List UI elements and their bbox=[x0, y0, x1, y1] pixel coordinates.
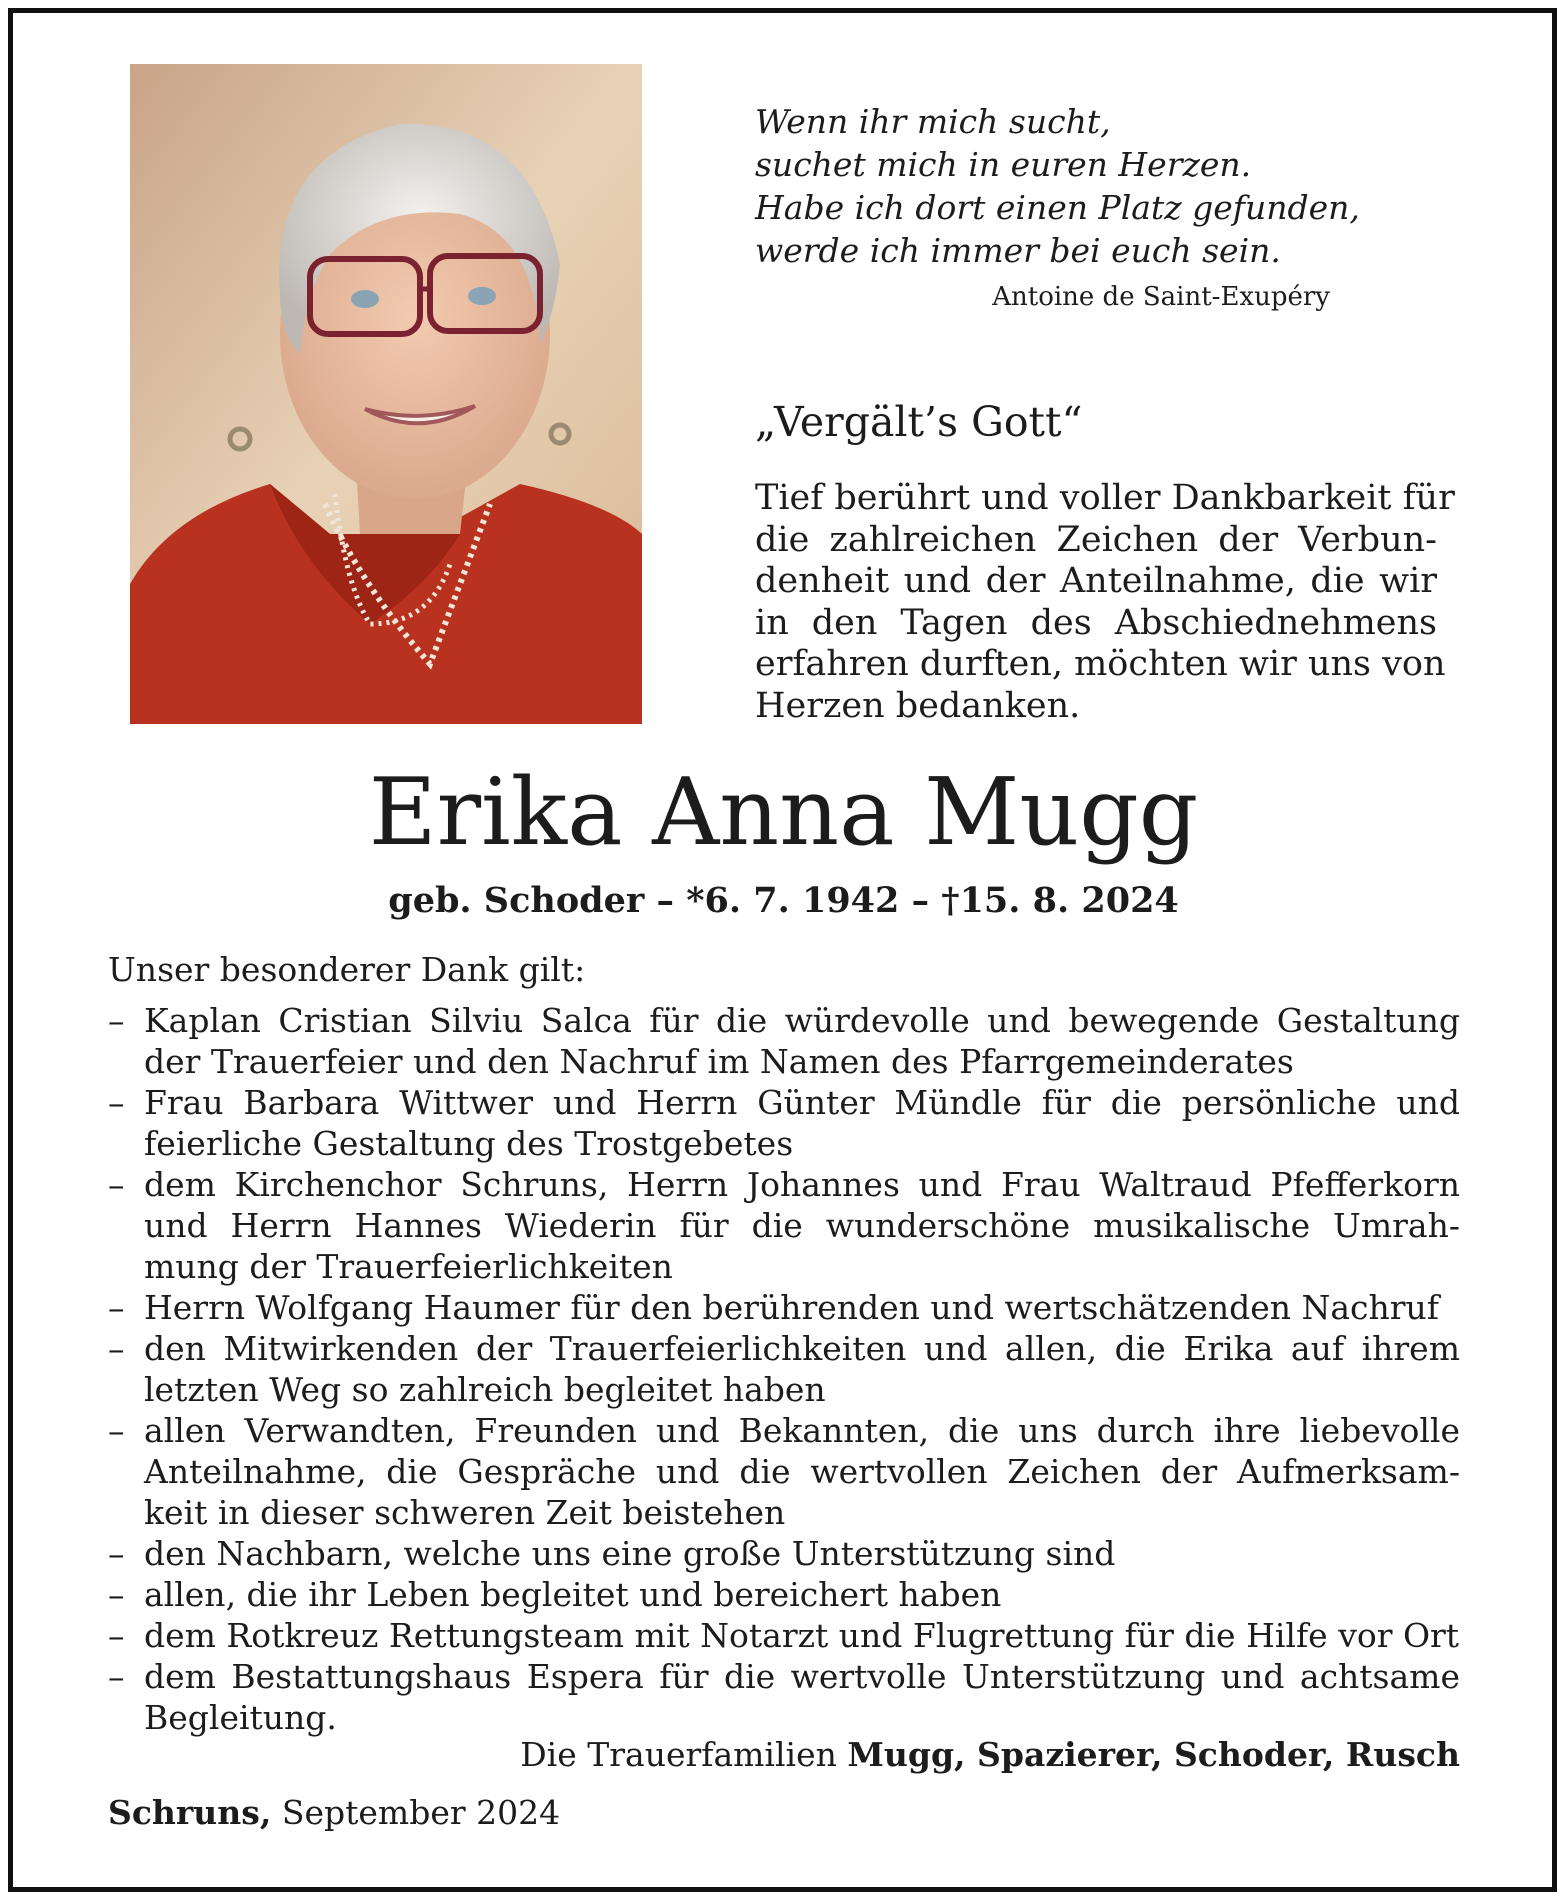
list-item-line: Herrn Wolfgang Haumer für den berührenden und wertschätzenden Nachruf bbox=[144, 1288, 1440, 1327]
intro-line: erfahren durften, möchten wir uns von bbox=[755, 644, 1446, 684]
list-item-line: letzten Weg so zahlreich begleitet haben bbox=[144, 1370, 826, 1409]
intro-line: in den Tagen des Abschiednehmens bbox=[755, 602, 1437, 643]
list-item-line: allen Verwandten, Freunden und Bekannten, die uns durch ihre liebevolle bbox=[144, 1411, 1460, 1450]
intro-line: die zahlreichen Zeichen der Verbun- bbox=[755, 519, 1437, 560]
place-date bbox=[108, 1793, 560, 1832]
deceased-name: Erika Anna Mugg bbox=[368, 758, 1199, 866]
families-names: Mugg, Spazierer, Schoder, Rusch bbox=[847, 1735, 1460, 1774]
list-item bbox=[108, 1656, 1460, 1738]
deceased-dates: geb. Schoder – *6. 7. 1942 – †15. 8. 2024 bbox=[388, 880, 1179, 921]
list-item-line: den Nachbarn, welche uns eine große Unterstützung sind bbox=[144, 1534, 1116, 1573]
list-item bbox=[108, 1574, 1460, 1615]
list-item bbox=[108, 1328, 1460, 1410]
list-dash: – bbox=[108, 1001, 125, 1040]
thanks-heading: Unser besonderer Dank gilt: bbox=[108, 950, 586, 989]
place-town: Schruns, bbox=[108, 1793, 272, 1832]
list-item-line: Kaplan Cristian Silviu Salca für die würdevolle und bewegende Gestaltung bbox=[144, 1001, 1460, 1040]
list-item-line: der Trauerfeier und den Nachruf im Namen des Pfarrgemeinderates bbox=[144, 1042, 1294, 1081]
poem-line: suchet mich in euren Herzen. bbox=[755, 145, 1252, 184]
list-dash: – bbox=[108, 1657, 125, 1696]
list-item-line: Begleitung. bbox=[144, 1698, 337, 1737]
list-dash: – bbox=[108, 1083, 125, 1122]
list-item-line: mung der Trauerfeierlichkeiten bbox=[144, 1247, 673, 1286]
list-dash: – bbox=[108, 1165, 125, 1204]
list-item bbox=[108, 1615, 1460, 1656]
place-date-text: September 2024 bbox=[281, 1793, 561, 1832]
poem-line: werde ich immer bei euch sein. bbox=[755, 231, 1281, 270]
families-signature bbox=[0, 1735, 1460, 1774]
intro-paragraph bbox=[755, 478, 1455, 727]
list-item-line: dem Bestattungshaus Espera für die wertvolle Unterstützung und achtsame bbox=[144, 1657, 1460, 1696]
list-item bbox=[108, 1533, 1460, 1574]
poem-quote bbox=[755, 100, 1360, 272]
portrait-photo bbox=[130, 64, 642, 724]
thanks-list bbox=[108, 1000, 1460, 1738]
families-prefix: Die Trauerfamilien bbox=[520, 1735, 837, 1774]
poem-line: Habe ich dort einen Platz gefunden, bbox=[755, 188, 1360, 227]
list-item bbox=[108, 1410, 1460, 1533]
list-item bbox=[108, 1287, 1460, 1328]
intro-line: Tief berührt und voller Dankbarkeit für bbox=[755, 478, 1455, 518]
poem-line: Wenn ihr mich sucht, bbox=[755, 102, 1111, 141]
list-dash: – bbox=[108, 1616, 125, 1655]
list-dash: – bbox=[108, 1534, 125, 1573]
list-item bbox=[108, 1000, 1460, 1082]
list-item bbox=[108, 1164, 1460, 1287]
list-item-line: Anteilnahme, die Gespräche und die wertvollen Zeichen der Aufmerksam- bbox=[144, 1452, 1460, 1491]
list-item-line: dem Kirchenchor Schruns, Herrn Johannes und Frau Waltraud Pfefferkorn bbox=[144, 1165, 1460, 1204]
intro-line: denheit und der Anteilnahme, die wir bbox=[755, 561, 1437, 601]
thanks-title: „Vergält’s Gott“ bbox=[755, 398, 1083, 446]
list-item-line: den Mitwirkenden der Trauerfeierlichkeiten und allen, die Erika auf ihrem bbox=[144, 1329, 1460, 1368]
list-item-line: feierliche Gestaltung des Trostgebetes bbox=[144, 1124, 794, 1163]
list-item-line: Frau Barbara Wittwer und Herrn Günter Mündle für die persönliche und bbox=[144, 1083, 1460, 1122]
intro-line: Herzen bedanken. bbox=[755, 685, 1081, 726]
list-item-line: keit in dieser schweren Zeit beistehen bbox=[144, 1493, 786, 1532]
list-item-line: und Herrn Hannes Wiederin für die wunderschöne musikalische Umrah- bbox=[144, 1206, 1460, 1245]
list-item-line: dem Rotkreuz Rettungsteam mit Notarzt und Flugrettung für die Hilfe vor Ort bbox=[144, 1616, 1460, 1655]
list-dash: – bbox=[108, 1411, 125, 1450]
poem-author: Antoine de Saint-Exupéry bbox=[992, 282, 1330, 312]
list-dash: – bbox=[108, 1329, 125, 1368]
list-dash: – bbox=[108, 1575, 125, 1614]
list-dash: – bbox=[108, 1288, 125, 1327]
list-item-line: allen, die ihr Leben begleitet und bereichert haben bbox=[144, 1575, 1002, 1614]
list-item bbox=[108, 1082, 1460, 1164]
